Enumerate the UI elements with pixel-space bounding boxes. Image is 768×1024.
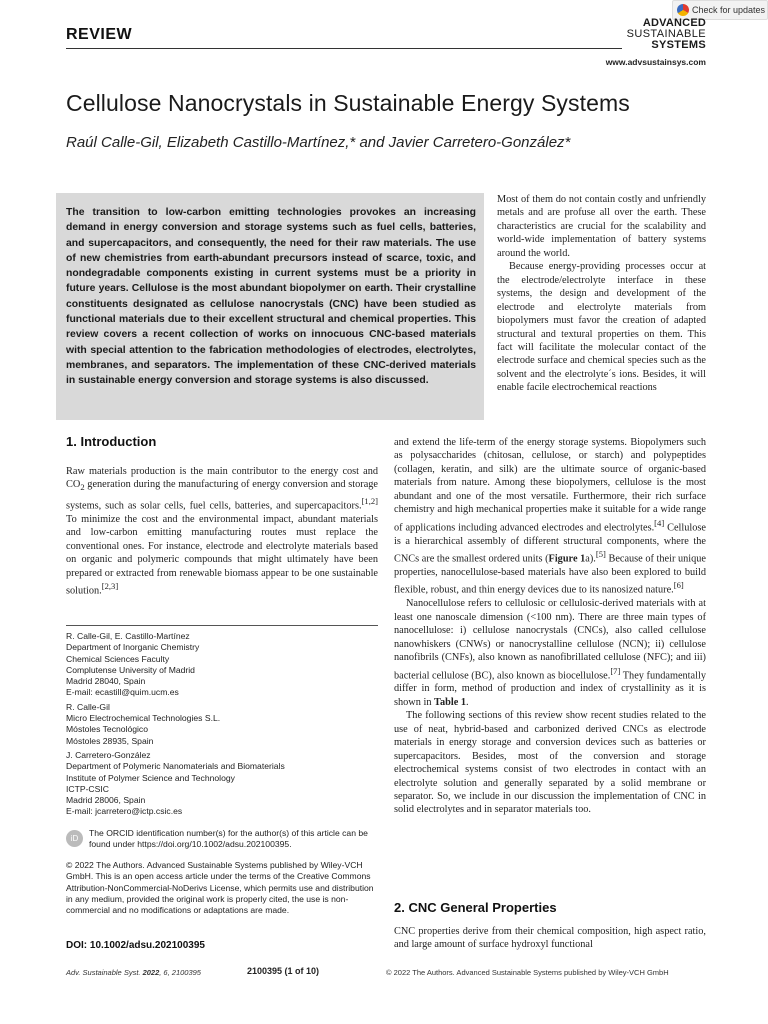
paragraph — [394, 436, 706, 597]
orcid-icon: iD — [66, 830, 83, 847]
footer-page-number: 2100395 (1 of 10) — [247, 966, 320, 976]
footer-journal-volume: , 6, 2100395 — [159, 968, 201, 977]
paragraph-text: To minimize the cost and the environmental impact, abundant materials and low-carbon emitting manufacturing routes must replace the conventional ones. For instance, electrode and electrolyte materials based on organic and polymeric compounds that might ultimately have been prepared or extracted from renewable biomass appear to be one sustainable solution. — [66, 513, 378, 597]
citation-link[interactable]: [4] — [654, 517, 665, 528]
header-rule — [66, 48, 622, 49]
affiliation-line: Institute of Polymer Science and Technology — [66, 772, 235, 783]
journal-logo — [614, 18, 706, 51]
journal-url-link[interactable]: www.advsustainsys.com — [605, 57, 706, 67]
citation-link[interactable]: [1,2] — [361, 495, 378, 506]
affiliation-block — [66, 750, 378, 818]
journal-logo-line-1: ADVANCED — [642, 17, 706, 29]
introduction-text — [66, 465, 378, 598]
affiliation-line: Madrid 28006, Spain — [66, 795, 146, 806]
affiliation-rule — [66, 625, 378, 626]
figure-link[interactable]: Figure 1 — [548, 553, 586, 565]
abstract-box — [56, 193, 484, 420]
footer-journal-ref — [66, 968, 201, 977]
article-authors: Raúl Calle-Gil, Elizabeth Castillo-Martínez,* and Javier Carretero-González* — [66, 134, 571, 151]
orcid-text[interactable]: The ORCID identification number(s) for the author(s) of this article can be found under https://doi.org/10.1002/adsu.202100395. — [89, 828, 368, 850]
affiliation-line: Móstoles 28935, Spain — [66, 735, 154, 746]
affiliation-line: J. Carretero-González — [66, 749, 151, 760]
affiliation-line: Department of Polymeric Nanomaterials and Biomaterials — [66, 761, 285, 772]
paragraph — [66, 465, 378, 598]
affiliation-line: ICTP-CSIC — [66, 783, 109, 794]
check-updates-label: Check for updates — [692, 5, 766, 15]
affiliation-block — [66, 631, 378, 699]
citation-link[interactable]: [7] — [610, 665, 621, 676]
citation-link[interactable]: [6] — [673, 580, 684, 591]
email-link[interactable]: E-mail: jcarretero@ictp.csic.es — [66, 806, 183, 817]
paragraph — [394, 597, 706, 709]
paragraph: CNC properties derive from their chemical composition, high aspect ratio, and large amount of surface hydroxyl functional — [394, 926, 706, 951]
doi-link[interactable]: DOI: 10.1002/adsu.202100395 — [66, 940, 205, 951]
right-column-full — [394, 436, 706, 817]
footer-journal-year: 2022 — [142, 968, 160, 977]
table-link[interactable]: Table 1 — [434, 696, 466, 708]
paragraph: Because energy-providing processes occur at the electrode/electrolyte interface in these systems, the design and development of the electrode and electrolyte materials from biopolymers must favor the creation of adapted structural and textural properties on them. This fact will facilitate the molecular contact of the electrode surface and chemical species such as the solvent and the electrolyte´s ions. Besides, it will enable facile electrochemical reactions — [497, 261, 706, 394]
journal-logo-line-3: SYSTEMS — [651, 39, 706, 51]
subscript: 2 — [80, 482, 85, 493]
affiliation-line: R. Calle-Gil — [66, 701, 110, 712]
citation-link[interactable]: [5] — [595, 549, 606, 560]
footer-copyright: © 2022 The Authors. Advanced Sustainable Systems published by Wiley-VCH GmbH — [386, 968, 669, 977]
journal-logo-line-2: SUSTAINABLE — [626, 28, 706, 40]
abstract-text: The transition to low-carbon emitting technologies provokes an increasing demand in energy conversion and storage systems such as fuel cells, batteries, and supercapacitors, and consequently, the need for their raw materials. The use of new chemistries from earth-abundant precursors instead of scarce, toxic, and nondegradable components existing in current systems must be a priority in future years. Cellulose is the most abundant biopolymer on earth. Their crystalline constituents designated as cellulose nanocrystals (CNC) have been studied as functional materials due to their excellent structural and chemical properties. This review covers a recent collection of works on innocuous CNC-based materials with special attention to the fabrication methodologies of electrodes, electrolytes, membranes, and separators. The implementation of these CNC-derived materials in sustainable energy conversion and storage systems is also discussed. — [66, 207, 476, 387]
footer-journal-name: Adv. Sustainable Syst. — [66, 968, 143, 977]
paragraph: Most of them do not contain costly and unfriendly metals and are profuse all over the earth. These characteristics are crucial for the scalability and world-wide implementation of battery systems around the world. — [497, 194, 706, 259]
article-title: Cellulose Nanocrystals in Sustainable Energy Systems — [66, 90, 630, 116]
cnc-section-text — [394, 925, 706, 952]
citation-link[interactable]: [2,3] — [101, 581, 119, 592]
paragraph: The following sections of this review show recent studies related to the use of neat, hybrid-based and carbonized derived CNCs as electrode materials in energy storage and conversion devices such as batteries or supercapacitors. Besides, most of the conversion and storage electrochemical systems consist of two electrodes in contact with an electrolyte solution and generally separated by a solid membrane or separator. So, we include in our discussion the implementation of CNC in solid electrolytes and in separator materials too. — [394, 710, 706, 816]
affiliation-line: Madrid 28040, Spain — [66, 676, 146, 687]
affiliation-block — [66, 702, 378, 747]
affiliation-line: Complutense University of Madrid — [66, 664, 195, 675]
email-link[interactable]: E-mail: ecastill@quim.ucm.es — [66, 687, 179, 698]
paragraph-text: and extend the life-term of the energy storage systems. Biopolymers such as polysaccharides (chitosan, cellulose, or starch) and polypeptides (collagen, keratin, and silk) are the ultimate source of organic-based materials from nature. Among these biopolymers, cellulose is the most abundant and one of the most versatile. Furthermore, their rich surface chemistry and high mechanical properties make it suitable for a wide range of applications including advanced electrodes and electrolytes. — [394, 437, 706, 534]
paragraph-text: Raw materials production is the main contributor to the energy cost and CO — [66, 466, 378, 491]
paragraph-text: . — [466, 696, 469, 708]
section-label: REVIEW — [66, 26, 133, 43]
affiliation-line: Micro Electrochemical Technologies S.L. — [66, 713, 221, 724]
paragraph-text: Nanocellulose refers to cellulosic or cellulosic-derived materials with at least one nanoscale dimension (<100 nm). There are three main types of nanocellulose: i) cellulose nanocrystals (CNCs), also called cellulose nanowhiskers (CNWs) or nanocrystalline cellulose (NCN); ii) cellulose nanofibrils (CNFs), also known as nanofibrillated cellulose (NFC); and iii) bacterial cellulose (BC), also known as biocellulose. — [394, 598, 706, 681]
copyright-notice: © 2022 The Authors. Advanced Sustainable Systems published by Wiley-VCH GmbH. This is an open access article under the terms of the Creative Commons Attribution-NonCommercial-NoDerivs License, which permits use and distribution in any medium, provided the original work is properly cited, the use is non-commercial and no modifications or adaptations are made. — [66, 860, 374, 916]
affiliation-line: Chemical Sciences Faculty — [66, 653, 170, 664]
paragraph-text: a). — [585, 553, 596, 565]
section-heading-cnc-properties: 2. CNC General Properties — [394, 900, 557, 915]
affiliation-line: R. Calle-Gil, E. Castillo-Martínez — [66, 631, 190, 641]
affiliations — [66, 631, 378, 821]
paragraph-text: They fundamentally differ in form, method of production and index of crystallinity as it is shown in — [394, 669, 706, 708]
paragraph-text: Cellulose is a hierarchical assembly of different structural components, where the CNCs are the smallest ordered units ( — [394, 522, 706, 565]
affiliation-line: Móstoles Tecnológico — [66, 724, 149, 735]
right-column-top — [497, 193, 706, 395]
paragraph-text: generation during the manufacturing of energy conversion and storage systems, such as solar cells, fuel cells, batteries, and supercapacitors. — [66, 479, 378, 512]
check-updates-icon — [677, 4, 689, 16]
orcid-note — [66, 828, 378, 851]
section-heading-introduction: 1. Introduction — [66, 434, 157, 449]
paragraph-text: Because of their unique properties, nanocellulose-based materials have also been explored to build flexible, robust, and thin energy devices due to its nanosized nature. — [394, 553, 707, 596]
affiliation-line: Department of Inorganic Chemistry — [66, 642, 200, 653]
